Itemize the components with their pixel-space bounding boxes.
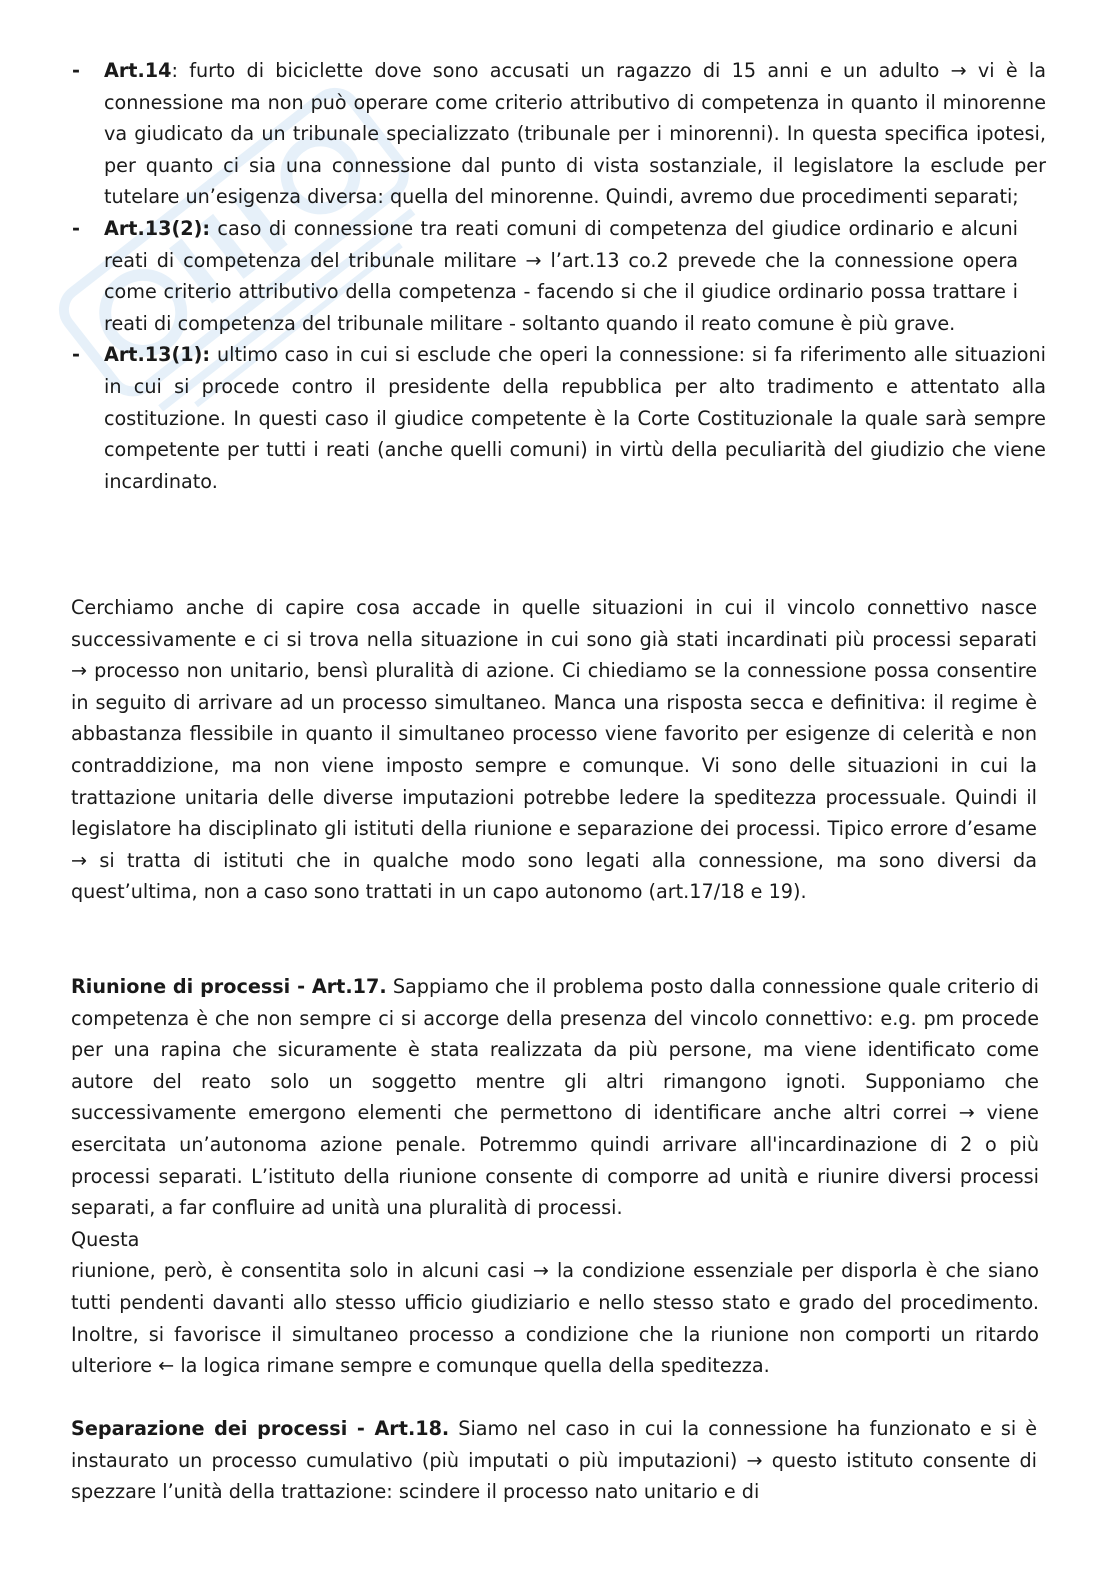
paragraph-text: Sappiamo che il problema posto dalla connessione quale criterio di competenza è che non sempre ci si accorge della presenza del vincolo connettivo: e.g. pm procede per una rapina che sicuramente è stata realizzata da più persone, ma viene identificato come autore del reato solo un soggetto mentre gli altri rimangono ignoti. Supponiamo che successivamente emergono elementi che permettono di identificare anche altri correi → viene esercitata un’autonoma azione penale. Potremmo quindi arrivare all'incardinazione di 2 o più processi separati. L’istituto della riunione consente di comporre ad unità e riunire diversi processi separati, a far confluire ad unità una pluralità di processi.: [71, 975, 1039, 1220]
paragraph-text: Siamo nel caso in cui la connessione ha funzionato e si è instaurato un processo cumulativo (più imputati o più imputazioni) → questo istituto consente di spezzare l’unità della trattazione: scindere il processo nato unitario e di: [71, 1417, 1037, 1504]
paragraph-connessione: Cerchiamo anche di capire cosa accade in quelle situazioni in cui il vincolo connettivo nasce successivamente e ci si trova nella situazione in cui sono già stati incardinati più processi separati → processo non unitario, bensì pluralità di azione. Ci chiediamo se la connessione possa consentire in seguito di arrivare ad un processo simultaneo. Manca una risposta secca e definitiva: il regime è abbastanza flessibile in quanto il simultaneo processo viene favorito per esigenze di celerità e non contraddizione, ma non viene imposto sempre e comunque. Vi sono delle situazioni in cui la trattazione unitaria delle diverse imputazioni potrebbe ledere la speditezza processuale. Quindi il legislatore ha disciplinato gli istituti della riunione e separazione dei processi. Tipico errore d’esame → si tratta di istituti che in qualche modo sono legati alla connessione, ma sono diversi da quest’ultima, non a caso sono trattati in un capo autonomo (art.17/18 e 19).: [71, 596, 1037, 904]
list-item-heading: Art.13(1):: [104, 343, 211, 367]
list-item-art14: [72, 55, 1046, 213]
list-bullet: -: [72, 216, 80, 240]
articles-list: [72, 55, 1046, 497]
list-bullet: -: [72, 59, 80, 82]
list-item-text: caso di connessione tra reati comuni di competenza del giudice ordinario e alcuni reati di competenza del tribunale militare → l’art.13 co.2 prevede che la connessione opera come criterio attributivo della competenza - facendo si che il giudice ordinario possa trattare i reati di competenza del tribunale militare - soltanto quando il reato comune è più grave.: [104, 216, 1018, 335]
list-bullet: -: [72, 343, 80, 367]
paragraph-text: riunione, però, è consentita solo in alcuni casi → la condizione essenziale per disporla è che siano tutti pendenti davanti allo stesso ufficio giudiziario e nello stesso stato e grado del procedimento. Inoltre, si favorisce il simultaneo processo a condizione che la riunione non comporti un ritardo ulteriore ← la logica rimane sempre e comunque quella della speditezza.: [71, 1259, 1039, 1378]
paragraph-riunione: [71, 971, 1039, 1382]
list-item-art13-1: [72, 339, 1046, 497]
section-heading-riunione: Riunione di processi - Art.17.: [71, 975, 387, 998]
list-item-heading: Art.14: [104, 59, 172, 82]
list-item-text: : furto di biciclette dove sono accusati un ragazzo di 15 anni e un adulto → vi è la connessione ma non può operare come criterio attributivo di competenza in quanto il minorenne va giudicato da un tribunale specializzato (tribunale per i minorenni). In questa specifica ipotesi, per quanto ci sia una connessione dal punto di vista sostanziale, il legislatore la esclude per tutelare un’esigenza diversa: quella del minorenne. Quindi, avremo due procedimenti separati;: [104, 59, 1046, 209]
list-item-heading: Art.13(2):: [104, 216, 211, 240]
list-item-text: ultimo caso in cui si esclude che operi la connessione: si fa riferimento alle situazioni in cui si procede contro il presidente della repubblica per alto tradimento e attentato alla costituzione. In questi caso il giudice competente è la Corte Costituzionale la quale sarà sempre competente per tutti i reati (anche quelli comuni) in virtù della peculiarità del giudizio che viene incardinato.: [104, 343, 1046, 493]
paragraph-separazione: [71, 1413, 1037, 1508]
paragraph-text: Questa: [71, 1227, 140, 1251]
list-item-art13-2: [72, 213, 1018, 339]
section-heading-separazione: Separazione dei processi - Art.18.: [71, 1417, 450, 1440]
